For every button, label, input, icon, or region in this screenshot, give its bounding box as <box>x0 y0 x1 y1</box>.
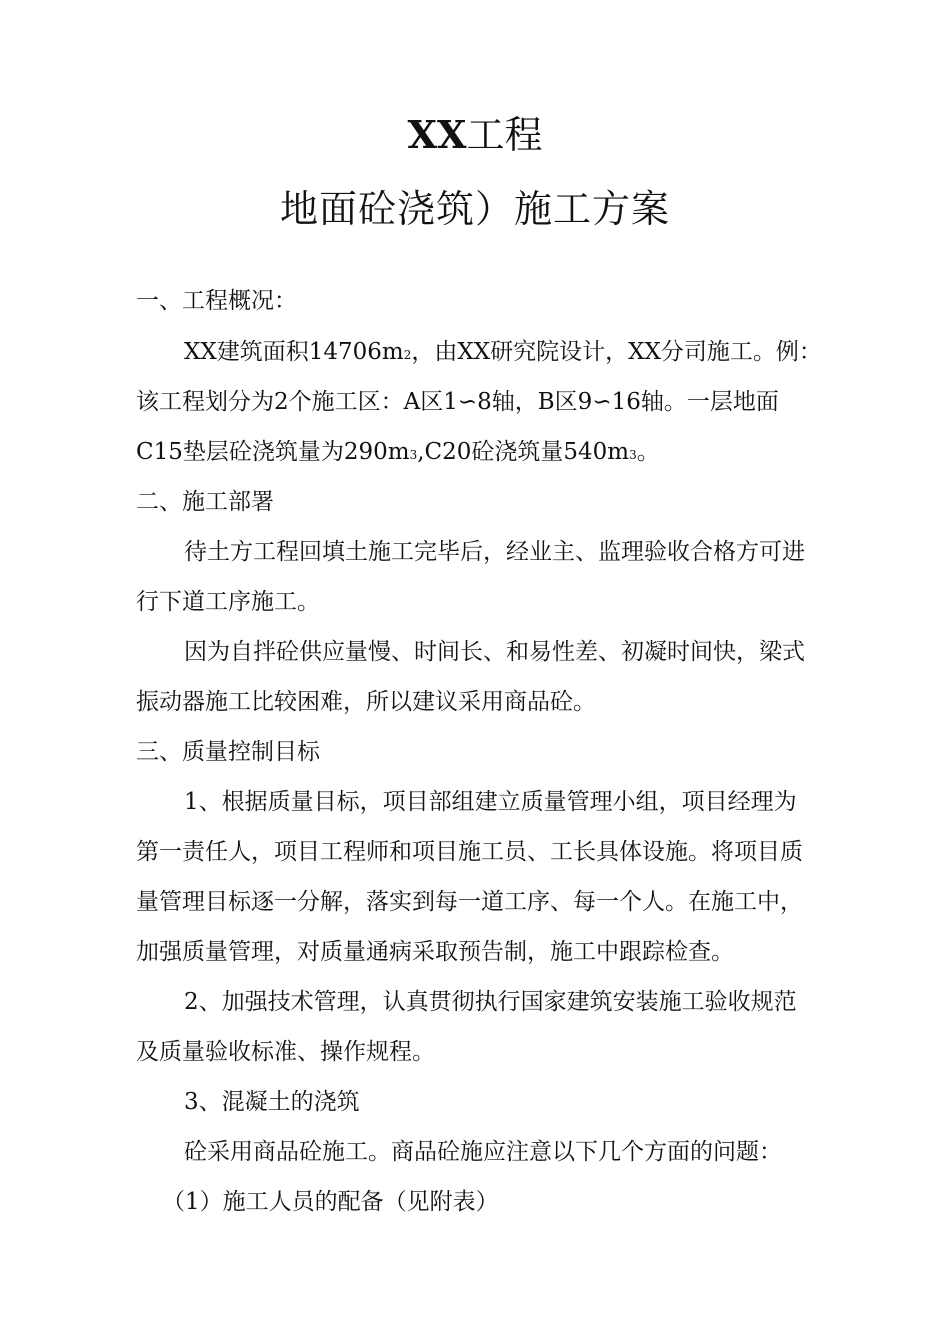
superscript-unit: 3 <box>629 448 637 462</box>
subheading-concrete-pouring: 3、混凝土的浇筑 <box>184 1089 360 1115</box>
paragraph-line: 及质量验收标准、操作规程。 <box>136 1039 435 1065</box>
paragraph-line: C15垫层砼浇筑量为290m3,C20砼浇筑量540m3。 <box>136 439 660 465</box>
paragraph-line: 加强质量管理，对质量通病采取预告制，施工中跟踪检查。 <box>136 939 734 965</box>
paragraph-line: 量管理目标逐一分解，落实到每一道工序、每一个人。在施工中， <box>136 889 803 915</box>
paragraph-line: 砼采用商品砼施工。商品砼施应注意以下几个方面的问题： <box>184 1139 782 1165</box>
paragraph-line: 因为自拌砼供应量慢、时间长、和易性差、初凝时间快，梁式 <box>184 639 805 665</box>
superscript-unit: 2 <box>403 348 412 362</box>
section-heading-overview: 一、工程概况： <box>136 288 297 314</box>
paragraph-line: 第一责任人，项目工程师和项目施工员、工长具体设施。将项目质 <box>136 839 803 865</box>
section-heading-quality: 三、质量控制目标 <box>136 739 320 765</box>
list-item: （1）施工人员的配备（见附表） <box>162 1189 499 1215</box>
document-subtitle: 地面砼浇筑）施工方案 <box>279 187 670 231</box>
paragraph-line: 该工程划分为2个施工区：A区1∽8轴，B区9∽16轴。一层地面 <box>136 389 779 415</box>
paragraph-line: XX建筑面积14706m2，由XX研究院设计，XX分司施工。例： <box>184 339 822 365</box>
document-title <box>0 108 950 162</box>
section-heading-deployment: 二、施工部署 <box>136 489 274 515</box>
title-project-word: 工程 <box>466 113 543 157</box>
superscript-unit: 3 <box>409 448 418 462</box>
paragraph-line: 待土方工程回填土施工完毕后，经业主、监理验收合格方可进 <box>184 539 805 565</box>
paragraph-line: 2、加强技术管理，认真贯彻执行国家建筑安装施工验收规范 <box>184 989 797 1015</box>
title-project-code: XX <box>407 112 467 157</box>
paragraph-line: 行下道工序施工。 <box>136 589 320 615</box>
paragraph-line: 1、根据质量目标，项目部组建立质量管理小组，项目经理为 <box>184 789 797 815</box>
paragraph-line: 振动器施工比较困难，所以建议采用商品砼。 <box>136 689 596 715</box>
